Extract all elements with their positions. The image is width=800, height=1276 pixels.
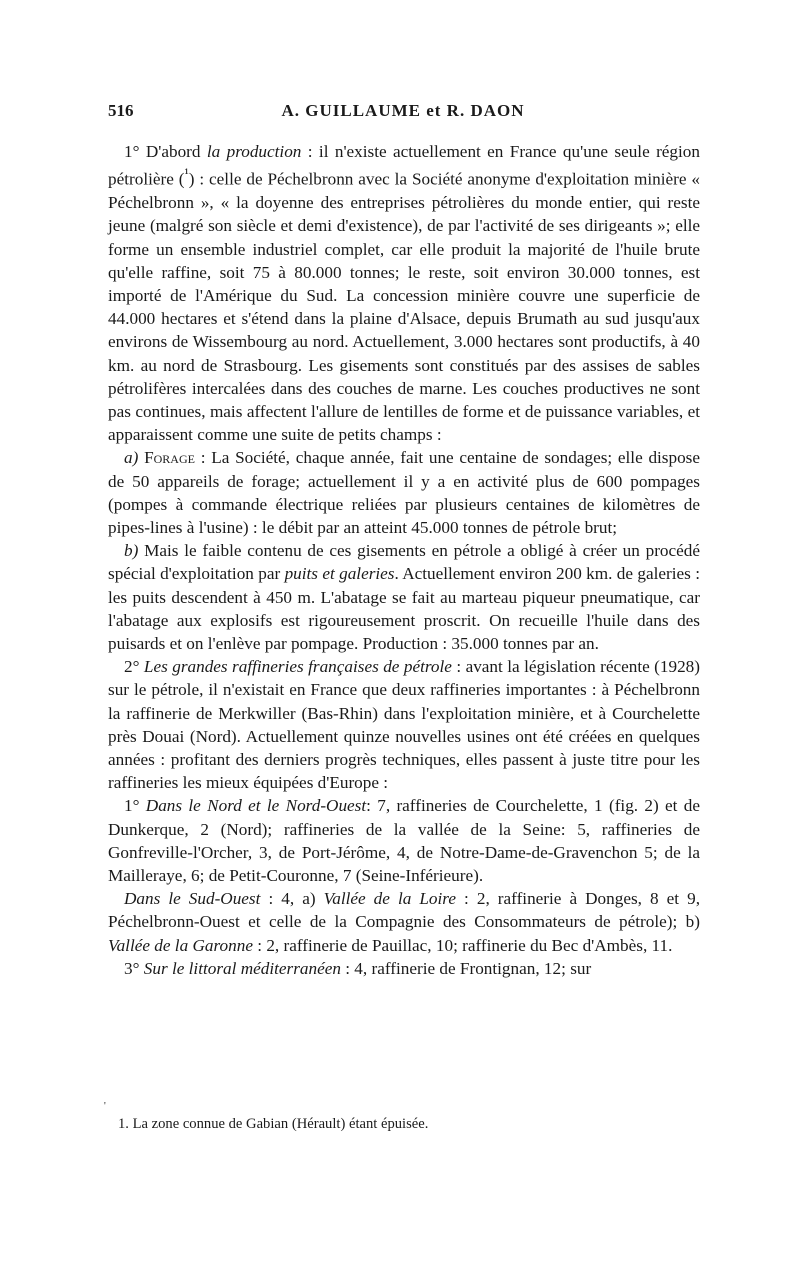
paragraph — [108, 539, 700, 655]
text-run: : avant la législation récente (1928) sur le pétrole, il n'existait en France que deux raffineries importantes : à Péchelbronn la raffinerie de Merkwiller (Bas-Rhin) dans l'exploitation minière, et à Courchelette près Douai (Nord). Actuellement quinze nouvelles usines ont été créées en quelques années : profitant des derniers progrès techniques, elles passent à juste titre pour les raffineries les mieux équipées d'Europe : — [108, 657, 701, 793]
text-run: : il n'existe actuellement en France qu'une seule région pétrolière ( — [108, 142, 700, 189]
footnote-mark: ' — [104, 1101, 106, 1112]
paragraph — [108, 655, 700, 794]
text-run: 1° D'abord — [124, 142, 207, 161]
italic-run: Dans le Sud-Ouest — [124, 889, 261, 909]
running-head: A. GUILLAUME et R. DAON — [281, 101, 525, 120]
italic-run: Les grandes raffineries françaises de pétrole — [143, 657, 452, 677]
italic-run: b) — [124, 541, 139, 561]
text-run: 3° — [124, 958, 144, 978]
text-run: : 2, raffinerie de Pauillac, 10; raffinerie du Bec d'Ambès, 11. — [252, 935, 673, 955]
paragraph — [108, 446, 700, 539]
paragraph — [108, 887, 700, 957]
text-run: : 2, raffinerie à Donges, 8 et 9, Péchelbronn-Ouest et celle de la Compagnie des Consommateurs de pétrole); b) — [108, 889, 700, 932]
italic-run: Vallée de la Loire — [323, 889, 456, 909]
italic-run: la production — [206, 142, 302, 161]
footnote: 1. La zone connue de Gabian (Hérault) étant épuisée. — [118, 1116, 429, 1132]
small-caps-run: Forage — [144, 448, 195, 468]
italic-run: Sur le littoral méditerranéen — [143, 958, 341, 978]
body-text — [108, 140, 700, 980]
text-run: : La Société, chaque année, fait une centaine de sondages; elle dispose de 50 appareils de forage; actuellement il y a en activité plus de 600 pompages (pompes à commande électrique reliées par plusieurs centaines de kilomètres de pipes-lines à l'usine) : le débit par an atteint 45.000 tonnes de pétrole brut; — [108, 448, 701, 537]
paragraph — [108, 794, 700, 887]
page-header — [108, 101, 698, 127]
text-run: 1° — [124, 796, 146, 816]
text-run: : 4, a) — [260, 889, 324, 909]
italic-run: Vallée de la Garonne — [108, 935, 253, 955]
italic-run: Dans le Nord et le Nord-Ouest — [145, 796, 367, 816]
text-run: . Actuellement environ 200 km. de galeries : les puits descendent à 450 m. L'abatage se fait au marteau piqueur pneumatique, car l'abatage aux explosifs est rigoureusement proscrit. On recueille l'huile dans des puisards et on l'enlève par pompage. Production : 35.000 tonnes par an. — [108, 564, 700, 653]
text-run: ) : celle de Péchelbronn avec la Société anonyme d'exploitation minière « Péchelbronn », « la doyenne des entreprises pétrolières du monde entier, qui reste jeune (malgré son siècle et demi d'existence), de par l'activité de ses dirigeants »; elle forme un ensemble industriel complet, car elle produit la majorité de l'huile brute qu'elle raffine, soit 75 à 80.000 tonnes; le reste, soit environ 30.000 tonnes, est importé de l'Amérique du Sud. La concession minière couvre une superficie de 44.000 hectares et s'étend dans la plaine d'Alsace, depuis Brumath au sud jusqu'aux environs de Wissembourg au nord. Actuellement, 3.000 hectares sont productifs, à 40 km. au nord de Strasbourg. Les gisements sont constitués par des assises de sables pétrolifères intercalées dans des couches de marne. Les couches productives ne sont pas continues, mais affectent l'allure de lentilles de forme et de puissance variables, et apparaissent comme une suite de petits champs : — [108, 169, 700, 445]
paragraph — [108, 957, 700, 980]
text-run: Mais le faible contenu de ces gisements en pétrole a obligé à créer un procédé spécial d'exploitation par — [108, 541, 700, 584]
footnote-reference: ¹ — [184, 166, 189, 183]
text-run: : 7, raffineries de Courchelette, 1 (fig. 2) et de Dunkerque, 2 (Nord); raffineries de la vallée de la Seine: 5, raffineries de Gonfreville-l'Orcher, 3, de Port-Jérôme, 4, de Notre-Dame-de-Gravenchon 5; de la Mailleraye, 6; de Petit-Couronne, 7 (Seine-Inférieure). — [108, 796, 700, 886]
italic-run: a) — [124, 448, 139, 468]
paragraph — [108, 140, 700, 446]
text-run: : 4, raffinerie de Frontignan, 12; sur — [340, 958, 592, 978]
italic-run: puits et galeries — [284, 564, 395, 584]
text-run: 2° — [124, 657, 144, 677]
page-number: 516 — [108, 101, 134, 120]
